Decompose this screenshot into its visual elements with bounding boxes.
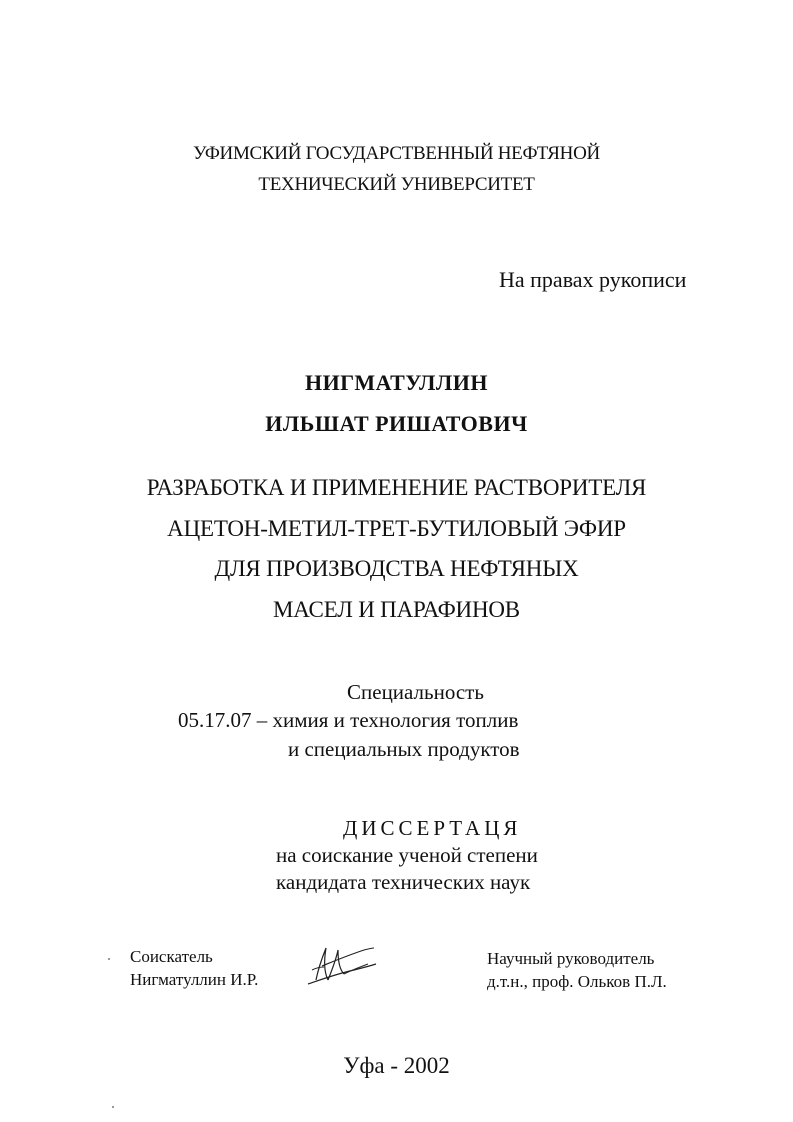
advisor-label: Научный руководитель	[487, 949, 655, 968]
author-surname: НИГМАТУЛЛИН	[304, 370, 489, 395]
city-year: Уфа - 2002	[343, 1053, 450, 1078]
scan-speck	[112, 1106, 114, 1108]
author-given-names: ИЛЬШАТ РИШАТОВИЧ	[265, 411, 528, 436]
title-line-1: РАЗРАБОТКА И ПРИМЕНЕНИЕ РАСТВОРИТЕЛЯ	[146, 475, 647, 500]
degree-line-2: кандидата технических наук	[276, 870, 531, 894]
applicant-label: Соискатель	[130, 947, 213, 966]
university-name-line-1: УФИМСКИЙ ГОСУДАРСТВЕННЫЙ НЕФТЯНОЙ	[193, 143, 600, 164]
scan-speck	[108, 958, 110, 960]
title-line-3: ДЛЯ ПРОИЗВОДСТВА НЕФТЯНЫХ	[214, 556, 579, 581]
dissertation-type: ДИССЕРТАЦЯ	[343, 816, 522, 840]
degree-line-1: на соискание ученой степени	[276, 843, 538, 867]
rights-note: На правах рукописи	[499, 267, 687, 292]
title-line-4: МАСЕЛ И ПАРАФИНОВ	[273, 597, 520, 622]
advisor-name: д.т.н., проф. Ольков П.Л.	[487, 972, 667, 991]
applicant-name: Нигматуллин И.Р.	[130, 970, 259, 989]
specialty-label: Специальность	[347, 680, 484, 704]
university-name-line-2: ТЕХНИЧЕСКИЙ УНИВЕРСИТЕТ	[258, 174, 535, 195]
specialty-code-line: 05.17.07 – химия и технология топлив	[178, 708, 519, 732]
title-line-2: АЦЕТОН-МЕТИЛ-ТРЕТ-БУТИЛОВЫЙ ЭФИР	[167, 516, 626, 541]
specialty-name-line: и специальных продуктов	[288, 737, 520, 761]
handwritten-signature	[302, 940, 380, 992]
